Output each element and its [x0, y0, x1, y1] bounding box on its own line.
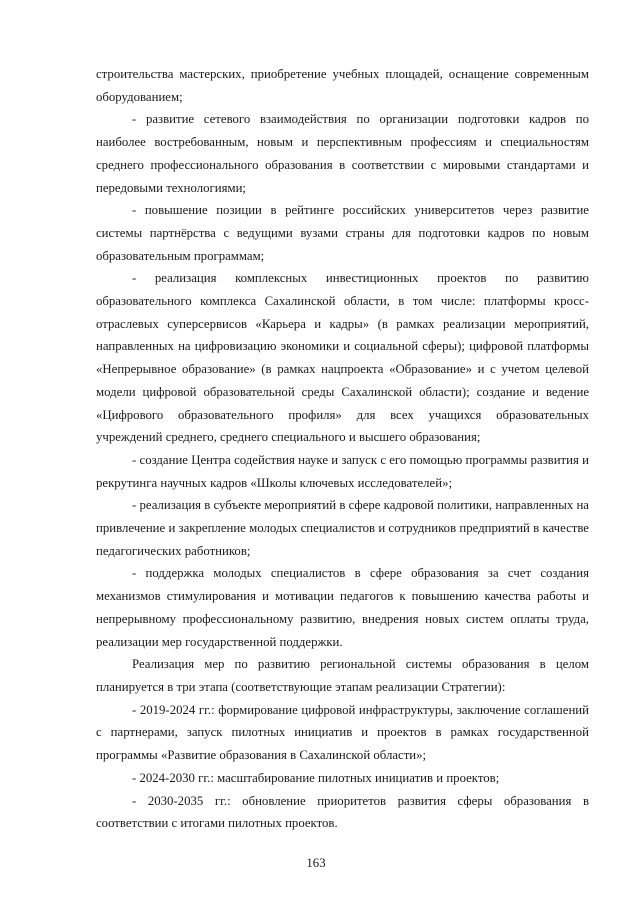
- paragraph-investment-projects: - реализация комплексных инвестиционных проектов по развитию образовательного комплекса Сахалинской области, в том числе: платформы кросс-отраслевых суперсервисов «Карьера и кадры» (в рамках реализации мероприятий, направленных на цифровизацию экономики и социальной сферы); цифровой платформы «Непрерывное образование» (в рамках нацпроекта «Образование» и с учетом целевой модели цифровой образовательной среды Сахалинской области); создание и ведение «Цифрового образовательного профиля» для всех учащихся образовательных учреждений среднего, среднего специального и высшего образования;: [96, 271, 589, 445]
- page-number: 163: [306, 856, 326, 870]
- paragraph-young-specialists: - поддержка молодых специалистов в сфере образования за счет создания механизмов стимулирования и мотивации педагогов к повышению качества работы и непрерывному профессиональному развитию, внедрения новых систем оплаты труда, реализации мер государственной поддержки.: [96, 566, 589, 649]
- paragraph-stage-2030-2035: - 2030-2035 гг.: обновление приоритетов развития сферы образования в соответствии с итогами пилотных проектов.: [96, 793, 589, 831]
- paragraph-network-cooperation: - развитие сетевого взаимодействия по организации подготовки кадров по наиболее востребованным, новым и перспективным профессиям и специальностям среднего профессионального образования в соответствии с мировыми стандартами и передовыми технологиями;: [96, 112, 589, 195]
- paragraph-university-ranking: - повышение позиции в рейтинге российских университетов через развитие системы партнёрства с ведущими вузами страны для подготовки кадров по новым образовательным программам;: [96, 203, 589, 263]
- paragraph-stage-2024-2030: - 2024-2030 гг.: масштабирование пилотных инициатив и проектов;: [132, 770, 500, 785]
- document-body: [96, 63, 589, 835]
- paragraph-personnel-policy: - реализация в субъекте мероприятий в сфере кадровой политики, направленных на привлечение и закрепление молодых специалистов и сотрудников предприятий в качестве педагогических работников;: [96, 498, 589, 558]
- paragraph-continuation: строительства мастерских, приобретение учебных площадей, оснащение современным оборудованием;: [96, 67, 589, 104]
- paragraph-stage-2019-2024: - 2019-2024 гг.: формирование цифровой инфраструктуры, заключение соглашений с партнерами, запуск пилотных инициатив и проектов в рамках государственной программы «Развитие образования в Сахалинской области»;: [96, 702, 589, 763]
- paragraph-three-stages: Реализация мер по развитию региональной системы образования в целом планируется в три этапа (соответствующие этапам реализации Стратегии):: [96, 657, 589, 694]
- paragraph-science-center: - создание Центра содействия науке и запуск с его помощью программы развития и рекрутинга научных кадров «Школы ключевых исследователей»;: [96, 452, 589, 490]
